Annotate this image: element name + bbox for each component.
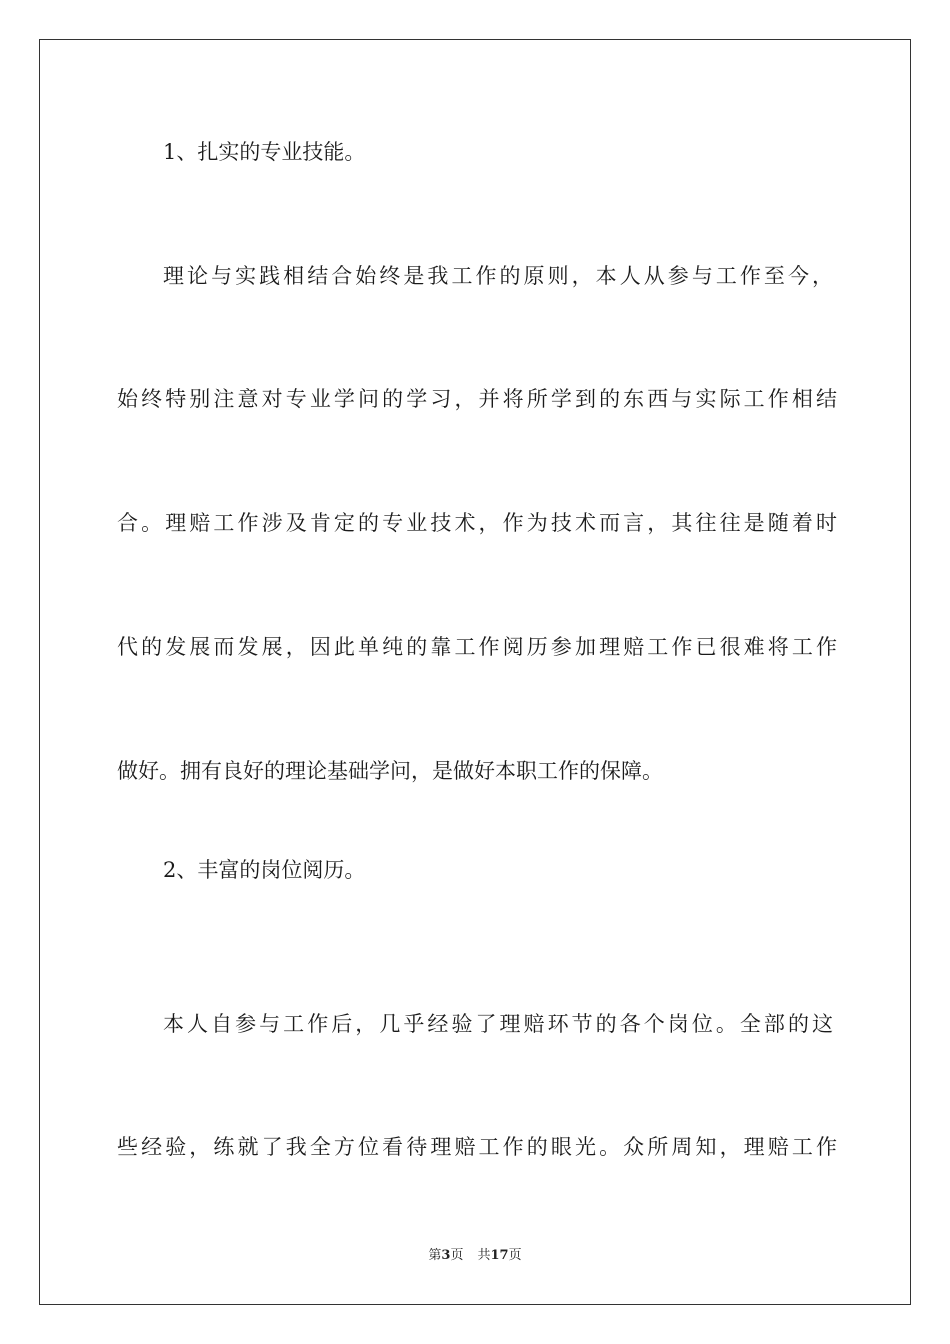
page-footer xyxy=(0,1247,950,1265)
paragraph-1-line-4: 代的发展而发展，因此单纯的靠工作阅历参加理赔工作已很难将工作 xyxy=(117,635,837,659)
paragraph-2-line-1: 本人自参与工作后，几乎经验了理赔环节的各个岗位。全部的这 xyxy=(163,1012,833,1036)
footer-page-suffix: 页 xyxy=(450,1248,464,1263)
footer-page-number: 3 xyxy=(441,1248,451,1263)
paragraph-2-line-2: 些经验，练就了我全方位看待理赔工作的眼光。众所周知，理赔工作 xyxy=(117,1135,837,1159)
heading-2: 2、丰富的岗位阅历。 xyxy=(163,858,366,882)
footer-total-suffix: 页 xyxy=(508,1248,522,1263)
paragraph-1-line-1: 理论与实践相结合始终是我工作的原则，本人从参与工作至今， xyxy=(163,264,833,288)
page-border xyxy=(39,39,911,1305)
heading-1: 1、扎实的专业技能。 xyxy=(163,140,366,164)
paragraph-1-line-2: 始终特别注意对专业学问的学习，并将所学到的东西与实际工作相结 xyxy=(117,387,837,411)
footer-total-prefix: 共 xyxy=(477,1248,491,1263)
footer-page-prefix: 第 xyxy=(428,1248,442,1263)
footer-total-pages: 17 xyxy=(490,1248,509,1263)
paragraph-1-line-3: 合。理赔工作涉及肯定的专业技术，作为技术而言，其往往是随着时 xyxy=(117,511,837,535)
paragraph-1-line-5: 做好。拥有良好的理论基础学问，是做好本职工作的保障。 xyxy=(117,759,663,783)
